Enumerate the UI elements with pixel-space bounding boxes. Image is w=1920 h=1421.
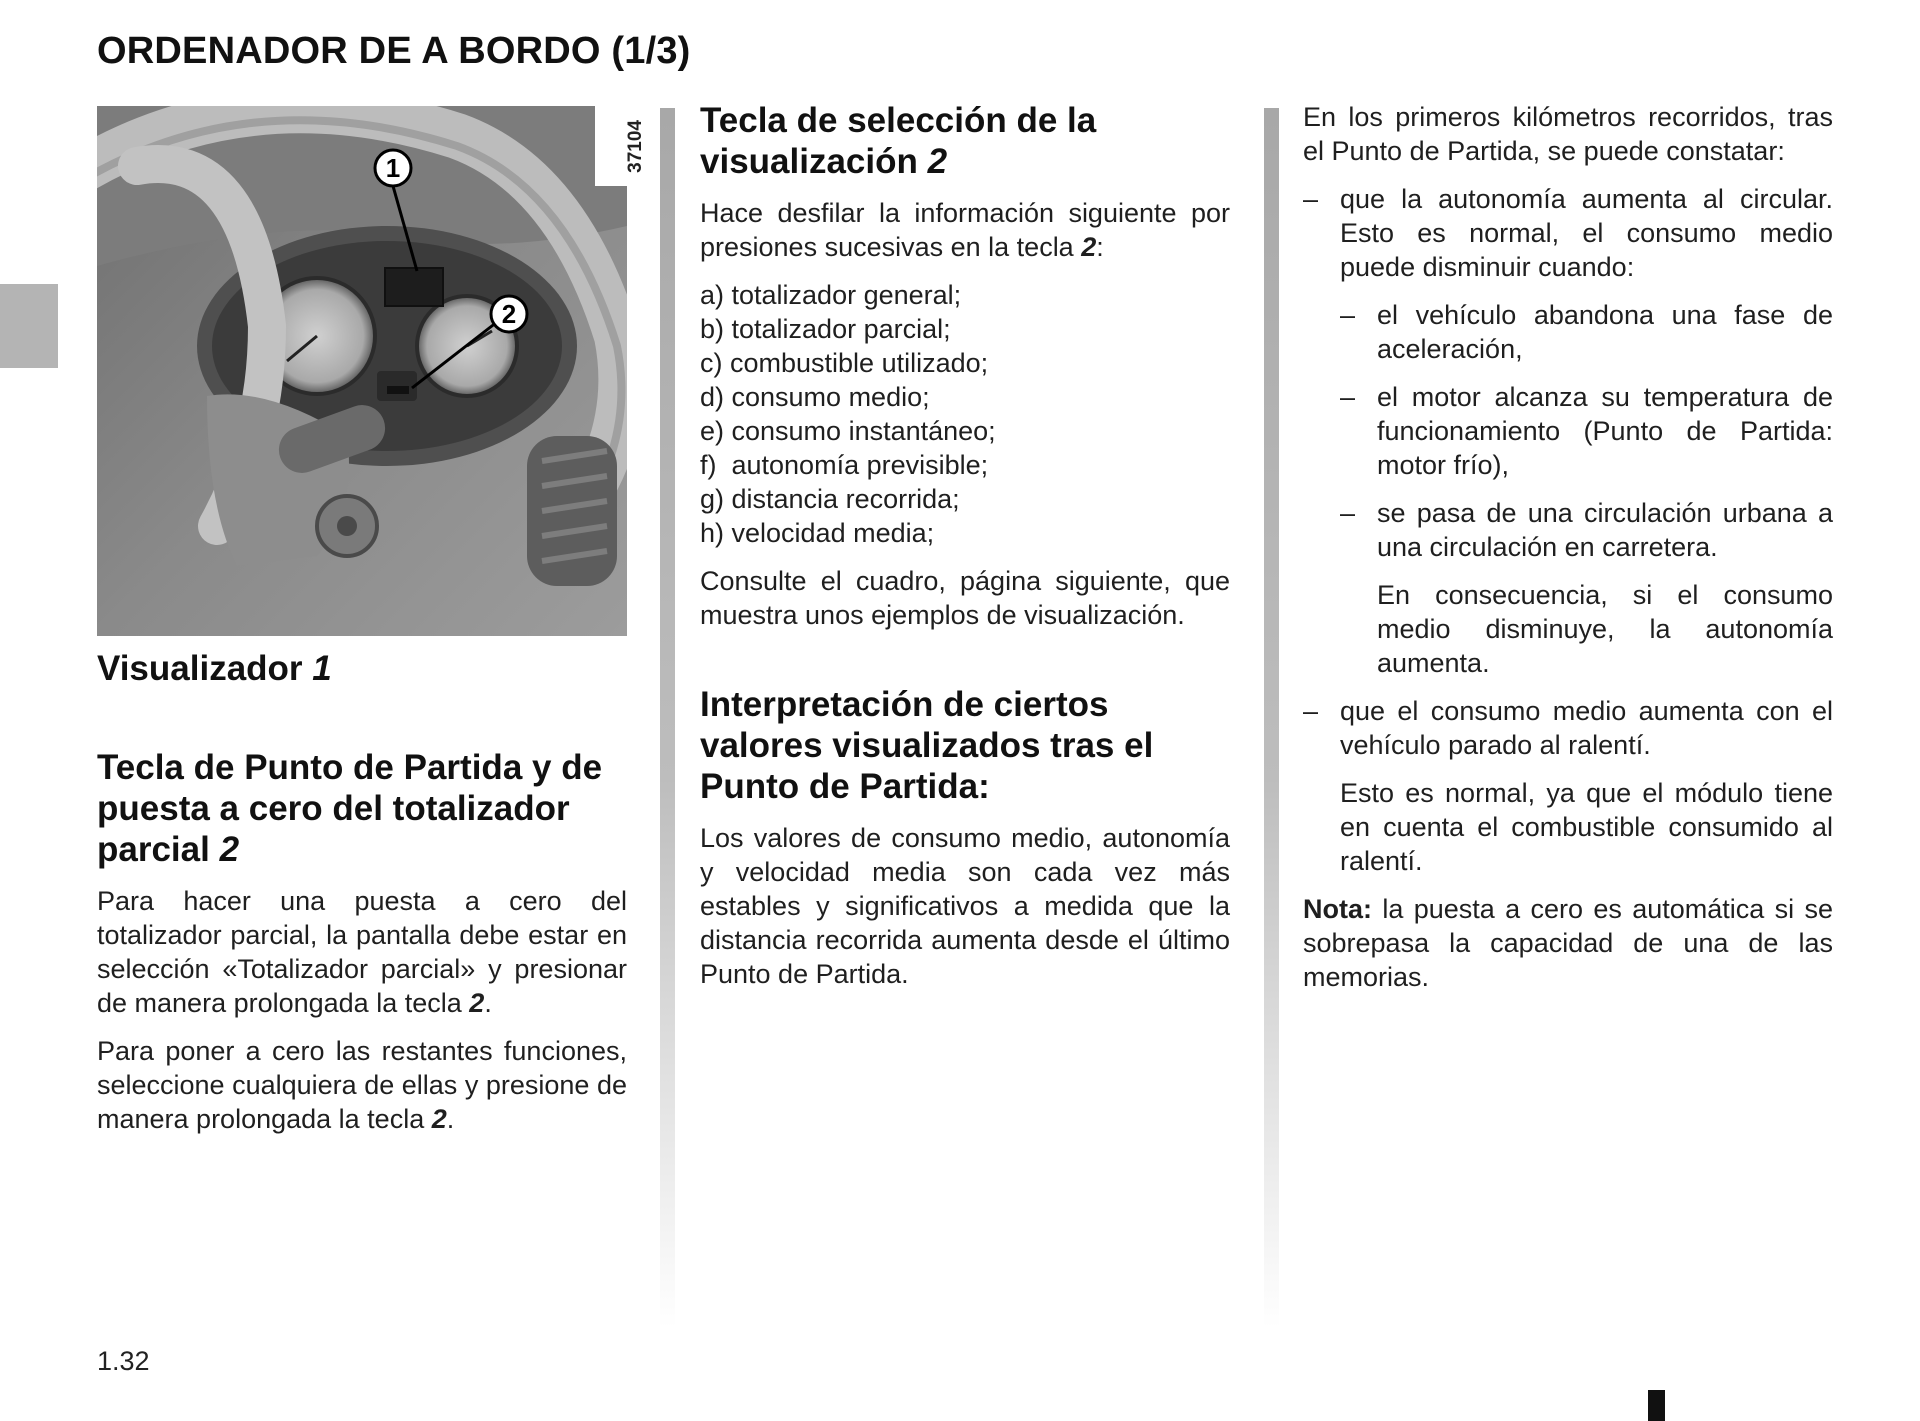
figure-id: 37104: [625, 120, 646, 173]
bullet-idle: – que el consumo medio aumenta con el vehículo parado al ralentí.: [1303, 694, 1833, 762]
column-divider: [660, 108, 675, 1328]
sub-bullet-temperature: – el motor alcanza su temperatura de funcionamiento (Punto de Partida: motor frío),: [1340, 380, 1833, 482]
callout-1-label: 1: [385, 153, 401, 183]
page-title: [97, 30, 691, 73]
info-list: [700, 278, 1230, 550]
column-2: [700, 100, 1230, 1005]
note-paragraph: [1303, 892, 1833, 994]
reset-p2-text: Para poner a cero las restantes funciones, seleccione cualquiera de ellas y presione de manera prolongada la tecla: [97, 1036, 627, 1134]
figure-caption-num: 1: [312, 649, 332, 688]
dashboard-figure: [97, 106, 646, 636]
selection-intro: [700, 196, 1230, 264]
interpretation-paragraph: Los valores de consumo medio, autonomía y velocidad media son cada vez más estables y significativos a medida que la distancia recorrida aumenta desde el último Punto de Partida.: [700, 823, 1230, 989]
callout-2: [491, 296, 527, 332]
sub-bullet-road: – se pasa de una circulación urbana a una circulación en carretera.: [1340, 496, 1833, 564]
consult-paragraph: Consulte el cuadro, página siguiente, que muestra unos ejemplos de visualización.: [700, 566, 1230, 630]
list-item: a) totalizador general;: [700, 280, 962, 310]
reset-p1-text: Para hacer una puesta a cero del totalizador parcial, la pantalla debe estar en selección «Totalizador parcial» y presionar de manera prolongada la tecla: [97, 886, 627, 1018]
sub-bullet-acceleration: – el vehículo abandona una fase de aceleración,: [1340, 298, 1833, 366]
column-divider: [1264, 108, 1279, 1328]
list-item: e) consumo instantáneo;: [700, 416, 996, 446]
column-3: [1303, 100, 1833, 1008]
idle-note: Esto es normal, ya que el módulo tiene en cuenta el combustible consumido al ralentí.: [1340, 778, 1833, 876]
list-item: f) autonomía previsible;: [700, 450, 989, 480]
list-item: g) distancia recorrida;: [700, 484, 960, 514]
selection-intro-num: 2: [1081, 232, 1097, 262]
selection-intro-end: :: [1096, 232, 1104, 262]
note-label: Nota:: [1303, 894, 1372, 924]
figure-caption-text: Visualizador: [97, 649, 303, 688]
selection-heading: [700, 100, 1230, 182]
callout-2-label: 2: [501, 299, 517, 329]
bullet-autonomy: – que la autonomía aumenta al circular. Esto es normal, el consumo medio puede disminuir cuando:: [1303, 182, 1833, 284]
end-mark: [1648, 1390, 1665, 1421]
reset-heading-num: 2: [219, 830, 240, 869]
reset-p1-end: .: [484, 988, 492, 1018]
reset-paragraph-2: [97, 1034, 627, 1136]
selection-heading-num: 2: [927, 142, 948, 181]
intro-paragraph: En los primeros kilómetros recorridos, tras el Punto de Partida, se puede constatar:: [1303, 102, 1833, 166]
reset-p2-end: .: [446, 1104, 455, 1134]
sub-note: En consecuencia, si el consumo medio disminuye, la autonomía aumenta.: [1377, 580, 1833, 678]
reset-heading-text: Tecla de Punto de Partida y de puesta a cero del totalizador parcial: [97, 748, 603, 869]
column-1: [97, 100, 646, 1150]
page-title-text: ORDENADOR DE A BORDO: [97, 30, 601, 72]
page-title-part: (1/3): [611, 30, 691, 72]
reset-paragraph-1: [97, 884, 627, 1020]
selection-heading-text: Tecla de selección de la visualización: [700, 101, 1097, 181]
list-item: c) combustible utilizado;: [700, 348, 989, 378]
callout-1: [375, 150, 411, 186]
list-item: d) consumo medio;: [700, 382, 930, 412]
dashboard-photo: [97, 106, 627, 636]
list-item: h) velocidad media;: [700, 518, 935, 548]
reset-heading: [97, 747, 627, 870]
reset-p2-num: 2: [431, 1104, 447, 1134]
figure-caption: [97, 648, 627, 689]
page-number: 1.32: [97, 1346, 150, 1376]
selection-intro-text: Hace desfilar la información siguiente por presiones sucesivas en la tecla: [700, 198, 1230, 262]
reset-p1-num: 2: [469, 988, 485, 1018]
list-item: b) totalizador parcial;: [700, 314, 951, 344]
note-text: la puesta a cero es automática si se sobrepasa la capacidad de una de las memorias.: [1303, 894, 1833, 992]
interpretation-heading: Interpretación de ciertos valores visualizados tras el Punto de Partida:: [700, 685, 1154, 806]
chapter-tab: [0, 284, 58, 368]
